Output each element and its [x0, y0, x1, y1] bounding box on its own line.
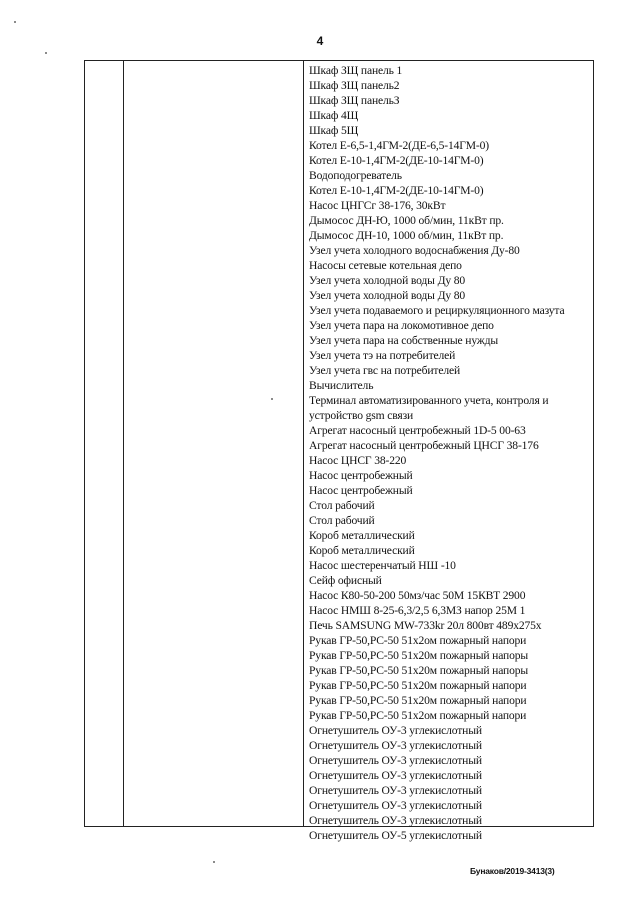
item-row: Дымосос ДН-10, 1000 об/мин, 11кВт пр.	[309, 229, 504, 242]
scan-speck	[213, 861, 215, 863]
scan-speck	[14, 21, 16, 23]
item-row: Короб металлический	[309, 529, 415, 542]
item-row: Огнетушитель ОУ-3 углекислотный	[309, 739, 482, 752]
item-row: Стол рабочий	[309, 499, 375, 512]
item-row: Короб металлический	[309, 544, 415, 557]
item-row: Рукав ГР-50,PC-50 51х20м пожарный напоры	[309, 649, 529, 662]
item-row: Шкаф 5Щ	[309, 124, 359, 137]
item-row: Насос К80-50-200 50мз/час 50М 15КВТ 2900	[309, 589, 526, 602]
column-divider	[123, 61, 124, 826]
item-row: Агрегат насосный центробежный ЦНСГ 38-176	[309, 439, 539, 452]
item-row: Печь SAMSUNG MW-733kr 20л 800вт 489х275х	[309, 619, 542, 632]
item-row: Насос шестеренчатый НШ -10	[309, 559, 456, 572]
item-row: Рукав ГР-50,PC-50 51х2ом пожарный напори	[309, 634, 527, 647]
item-row: Шкаф ЗЩ панель2	[309, 79, 400, 92]
item-list	[309, 63, 593, 843]
item-row: Сейф офисный	[309, 574, 382, 587]
item-row: Рукав ГР-50,PC-50 51х2ом пожарный напори	[309, 709, 527, 722]
item-row: Огнетушитель ОУ-3 углекислотный	[309, 814, 482, 827]
inventory-table	[84, 60, 594, 842]
item-row: Рукав ГР-50,PC-50 51х20м пожарный напори	[309, 679, 527, 692]
item-row: Рукав ГР-50,PC-50 51х20м пожарный напоры	[309, 664, 529, 677]
item-row: Узел учета гвс на потребителей	[309, 364, 461, 377]
item-row: Насос центробежный	[309, 469, 413, 482]
item-row: Агрегат насосный центробежный 1D-5 00-63	[309, 424, 526, 437]
item-row: Узел учета холодной воды Ду 80	[309, 289, 466, 302]
item-row: Огнетушитель ОУ-5 углекислотный	[309, 829, 482, 842]
item-row: Терминал автоматизированного учета, контроля и устройство gsm связи	[309, 394, 549, 422]
item-row: Рукав ГР-50,PC-50 51х20м пожарный напори	[309, 694, 527, 707]
item-row: Узел учета пара на собственные нужды	[309, 334, 499, 347]
item-row: Вычислитель	[309, 379, 374, 392]
item-row: Водоподогреватель	[309, 169, 402, 182]
item-row: Дымосос ДН-Ю, 1000 об/мин, 11кВт пр.	[309, 214, 504, 227]
item-row: Узел учета тэ на потребителей	[309, 349, 456, 362]
item-row: Насос центробежный	[309, 484, 413, 497]
item-row: Огнетушитель ОУ-3 углекислотный	[309, 799, 482, 812]
scan-speck	[271, 398, 273, 400]
document-code: Бунаков/2019-3413(3)	[470, 866, 555, 876]
item-row: Насос ЦНГСг 38-176, 30кВт	[309, 199, 446, 212]
item-row: Узел учета подаваемого и рециркуляционного мазута	[309, 304, 565, 317]
item-row: Котел Е-10-1,4ГМ-2(ДЕ-10-14ГМ-0)	[309, 154, 484, 167]
scan-speck	[45, 52, 47, 54]
item-row: Шкаф ЗЩ панельЗ	[309, 94, 400, 107]
item-row: Узел учета холодной воды Ду 80	[309, 274, 466, 287]
item-row: Насосы сетевые котельная депо	[309, 259, 462, 272]
item-row: Насос НМШ 8-25-6,3/2,5 6,3МЗ напор 25М 1	[309, 604, 526, 617]
item-row: Шкаф ЗЩ панель 1	[309, 64, 403, 77]
item-row: Насос ЦНСГ 38-220	[309, 454, 407, 467]
item-row: Огнетушитель ОУ-3 углекислотный	[309, 754, 482, 767]
item-row: Огнетушитель ОУ-3 углекислотный	[309, 784, 482, 797]
item-row: Шкаф 4Щ	[309, 109, 359, 122]
item-row: Стол рабочий	[309, 514, 375, 527]
column-divider	[303, 61, 304, 826]
item-row: Огнетушитель ОУ-3 углекислотный	[309, 724, 482, 737]
item-row: Узел учета холодного водоснабжения Ду-80	[309, 244, 520, 257]
item-row: Котел Е-6,5-1,4ГМ-2(ДЕ-6,5-14ГМ-0)	[309, 139, 489, 152]
page-number: 4	[316, 34, 324, 48]
item-row: Котел Е-10-1,4ГМ-2(ДЕ-10-14ГМ-0)	[309, 184, 484, 197]
item-row: Огнетушитель ОУ-3 углекислотный	[309, 769, 482, 782]
item-row: Узел учета пара на локомотивное депо	[309, 319, 494, 332]
